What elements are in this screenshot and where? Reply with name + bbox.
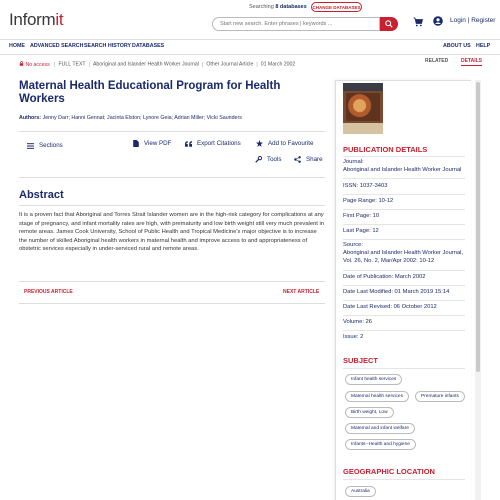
star-icon [256,140,263,147]
searching-status: Searching 8 databases [249,4,307,10]
abstract-heading: Abstract [19,189,64,201]
share-icon [294,156,301,163]
divider [19,177,325,178]
authors-list[interactable]: Jenny Darr; Hanni Gennat; Jacinta Elston; Lynore Geia; Adrian Miller; Vicki Saunders [42,115,242,121]
scrollbar-thumb[interactable] [476,82,480,372]
journal-detail: Journal: Aboriginal and Islander Health Worker Journal [343,159,468,175]
lock-icon [19,61,24,66]
divider [19,303,325,304]
search-button[interactable] [380,17,398,31]
divider [19,131,325,132]
nav-help[interactable]: HELP [476,43,491,49]
publication-date-detail: Date of Publication: March 2002 [343,274,426,280]
journal-cover-image[interactable] [343,83,383,134]
tab-related[interactable]: RELATED [425,58,449,64]
article-meta-breadcrumb: No access | FULL TEXT | Aboriginal and Islander Health Worker Journal | Other Journal Article | 01 March 2002 [19,61,329,69]
user-icon[interactable] [433,16,443,26]
divider [343,315,465,316]
issue-detail: Issue: 2 [343,334,364,340]
subject-chip[interactable]: Birth weight, Low [345,407,394,418]
document-icon [133,140,139,147]
nav-about-us[interactable]: ABOUT US [443,43,471,49]
last-revised-detail: Date Last Revised: 06 October 2012 [343,304,437,310]
add-to-favourite-button[interactable]: Add to Favourite [256,140,313,147]
change-databases-button[interactable]: CHANGE DATABASES [311,2,362,12]
divider [343,194,465,195]
abstract-text: It is a proven fact that Aboriginal and Torres Strait Islander women are in the high-risk category for complications at any stage of pregnancy, and infant mortality rates are high, with prematurity and low birth weight still very much prevalent in remote areas. James Cook University, School of Public Health and Tropical Medicine's major objective is to increase the number of skilled Aboriginal health workers in maternal health and improve access to and appropriateness of obstetric services especially in under-serviced rural and remote areas. [19,212,325,252]
divider [343,270,465,271]
sections-button[interactable]: Sections [27,142,63,149]
list-icon [27,143,34,149]
next-article-link[interactable]: NEXT ARTICLE [283,289,320,295]
divider [19,205,325,206]
divider [343,224,465,225]
journal-link[interactable]: Aboriginal and Islander Health Worker Journal [343,166,462,173]
geographic-location-heading: GEOGRAPHIC LOCATION [343,467,435,476]
article-title: Maternal Health Educational Program for Health Workers [19,80,281,105]
volume-detail: Volume: 26 [343,319,373,325]
divider [343,239,465,240]
article-type: Other Journal Article [206,61,254,68]
divider [343,178,465,179]
database-count[interactable]: 8 databases [275,4,307,10]
view-pdf-button[interactable]: View PDF [133,140,171,147]
cart-icon[interactable] [413,17,423,27]
last-modified-detail: Date Last Modified: 01 March 2019 15:14 [343,289,450,295]
main-nav [0,39,500,55]
divider [343,285,465,286]
divider [343,330,465,331]
side-tabs [335,56,500,68]
subject-chip[interactable]: Maternal health services [345,391,409,402]
last-page-detail: Last Page: 12 [343,228,379,234]
divider [343,368,465,369]
source-detail: Source: Aboriginal and Islander Health Worker Journal, Vol. 26, No. 2, Mar/Apr 2002: 10-12 [343,242,464,264]
login-register-link[interactable]: Login | Register [450,17,496,24]
export-citations-button[interactable]: Export Citations [185,140,241,147]
divider [343,479,465,480]
location-chip[interactable]: Australia [345,486,376,497]
informit-logo[interactable]: Informit [9,10,64,29]
page-range-detail: Page Range: 10-12 [343,198,394,204]
tools-button[interactable]: Tools [255,156,281,163]
nav-search-history[interactable]: SEARCH HISTORY [84,43,132,49]
tab-details[interactable]: DETAILS [461,58,483,64]
no-access-status: No access [19,62,51,68]
nav-home[interactable]: HOME [9,43,25,49]
divider [343,209,465,210]
article-date: 01 March 2002 [260,61,296,68]
authors-label: Authors: [19,115,42,121]
panel-scrollbar[interactable] [475,80,481,500]
divider [19,281,325,282]
journal-link[interactable]: Aboriginal and Islander Health Worker Journal [92,61,199,68]
subject-chip[interactable]: Infant health services [345,374,402,385]
search-input[interactable] [212,17,380,31]
quote-icon [185,141,192,147]
issn-detail: ISSN: 1037-3403 [343,183,388,189]
site-header [0,0,500,38]
previous-article-link[interactable]: PREVIOUS ARTICLE [24,289,73,295]
authors-line [19,115,329,121]
first-page-detail: First Page: 10 [343,213,380,219]
subject-chip[interactable]: Premature infants [415,391,465,402]
nav-databases[interactable]: DATABASES [132,43,165,49]
divider [343,156,465,157]
wrench-icon [255,156,262,163]
subject-chip[interactable]: Maternal and infant welfare [345,423,415,434]
search-icon [385,20,393,28]
publication-details-heading: PUBLICATION DETAILS [343,145,428,154]
fulltext-label: FULL TEXT [58,61,86,68]
subject-heading: SUBJECT [343,356,379,365]
share-button[interactable]: Share [294,156,323,163]
nav-advanced-search[interactable]: ADVANCED SEARCH [30,43,84,49]
divider [343,300,465,301]
subject-chip[interactable]: Infants--Health and hygiene [345,439,416,450]
details-panel [335,80,471,500]
